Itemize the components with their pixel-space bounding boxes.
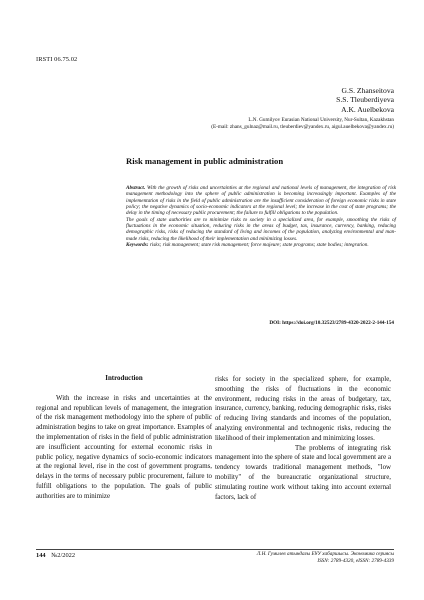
section-heading-introduction: Introduction	[105, 375, 143, 382]
abstract-label: Abstract.	[126, 185, 146, 191]
affiliation-emails: (E-mail: zhans_gulnaz@mail.ru, tleuberdiev@yandex.ru, aigul.auelbekova@yandex.ru)	[211, 123, 394, 130]
doi-link[interactable]: DOI: https://doi.org/10.32523/2789-4320-2022-2-144-154	[269, 320, 394, 326]
author-name: A.K. Auelbekova	[341, 104, 394, 114]
abstract	[126, 185, 396, 248]
journal-issn: ISSN: 2789-4320, eISSN: 2789-4339	[317, 558, 394, 564]
author-name: S.S. Tleuberdiyeva	[336, 95, 394, 105]
abstract-text: With the growth of risks and uncertainties at the regional and national levels of management, the integration of risk management methodology into the sphere of public administration is becoming increasingly important. Examples of the implementation of risks in the field of public administration are the insufficient consideration of foreign economic risks in state policy; the negative dynamics of socio-economic indicators at the regional level; the increase in the cost of state programs; the delay in the timing of necessary public procurement; the failure to fulfill obligations to the population.	[126, 185, 396, 217]
author-name: G.S. Zhansеitova	[341, 86, 394, 95]
issue-number: №2/2022	[51, 552, 76, 559]
author-list	[336, 86, 394, 114]
journal-name: Л.Н. Гумилев атындағы ЕҰУ хабаршысы. Экономика сериясы	[256, 551, 394, 557]
affiliation	[211, 117, 394, 130]
footer-divider	[36, 549, 394, 550]
keywords-text: risks; risk management; state risk management; force majeure; state programs; state bodies; integration.	[149, 242, 369, 249]
article-title: Risk management in public administration	[126, 156, 284, 166]
body-column-left	[36, 374, 212, 502]
footer-page-info	[36, 552, 75, 559]
affiliation-institution: L.N. Gumilyov Eurasian National University, Nur-Sultan, Kazakhstan	[248, 117, 394, 123]
keywords	[126, 242, 396, 248]
keywords-label: Keywords:	[126, 242, 149, 249]
body-paragraph: The problems of integrating risk management into the sphere of state and local government are a tendency towards traditional management methods, "low mobility" of the bureaucratic organizational structure, stimulating routine work without taking into account external factors, lack of	[215, 444, 391, 501]
irsti-code: IRSTI 06.75.02	[36, 56, 78, 63]
abstract-paragraph-2: The goals of state authorities are to minimize risks to society in a specialized area, for example, smoothing the risks of fluctuations in the economic situation, reducing risks in the areas of budget, tax, insurance, currency, banking, reducing demographic risks, risks of reducing the standard of living and incomes of the population, analyzing environmental and man-made risks, reducing the likelihood of their implementation and minimizing losses.	[126, 216, 396, 242]
footer-journal-info	[257, 551, 394, 565]
body-paragraph: With the increase in risks and uncertainties at the regional and republican levels of management, the integration of the risk management methodology into the sphere of public administration begins to take on great importance. Examples of the implementation of risks in the field of public administration are insufficient accounting for external economic risks in public policy, negative dynamics of socio-economic indicators at the regional level, rise in the cost of government programs, delays in the terms of necessary public procurement, failure to fulfill obligations to the population. The goals of public authorities are to minimize	[36, 394, 212, 500]
page-number: 144	[36, 552, 46, 559]
abstract-paragraph	[126, 185, 396, 217]
body-paragraph: risks for society in the specialized sphere, for example, smoothing the risks of fluctuations in the economic environment, reducing risks in the areas of budgetary, tax, insurance, currency, banking, reducing demographic risks, risks of reducing living standards and incomes of the population, analyzing environmental and technogenic risks, reducing the likelihood of their implementation and minimizing losses.	[215, 376, 391, 442]
body-column-right	[215, 375, 391, 502]
